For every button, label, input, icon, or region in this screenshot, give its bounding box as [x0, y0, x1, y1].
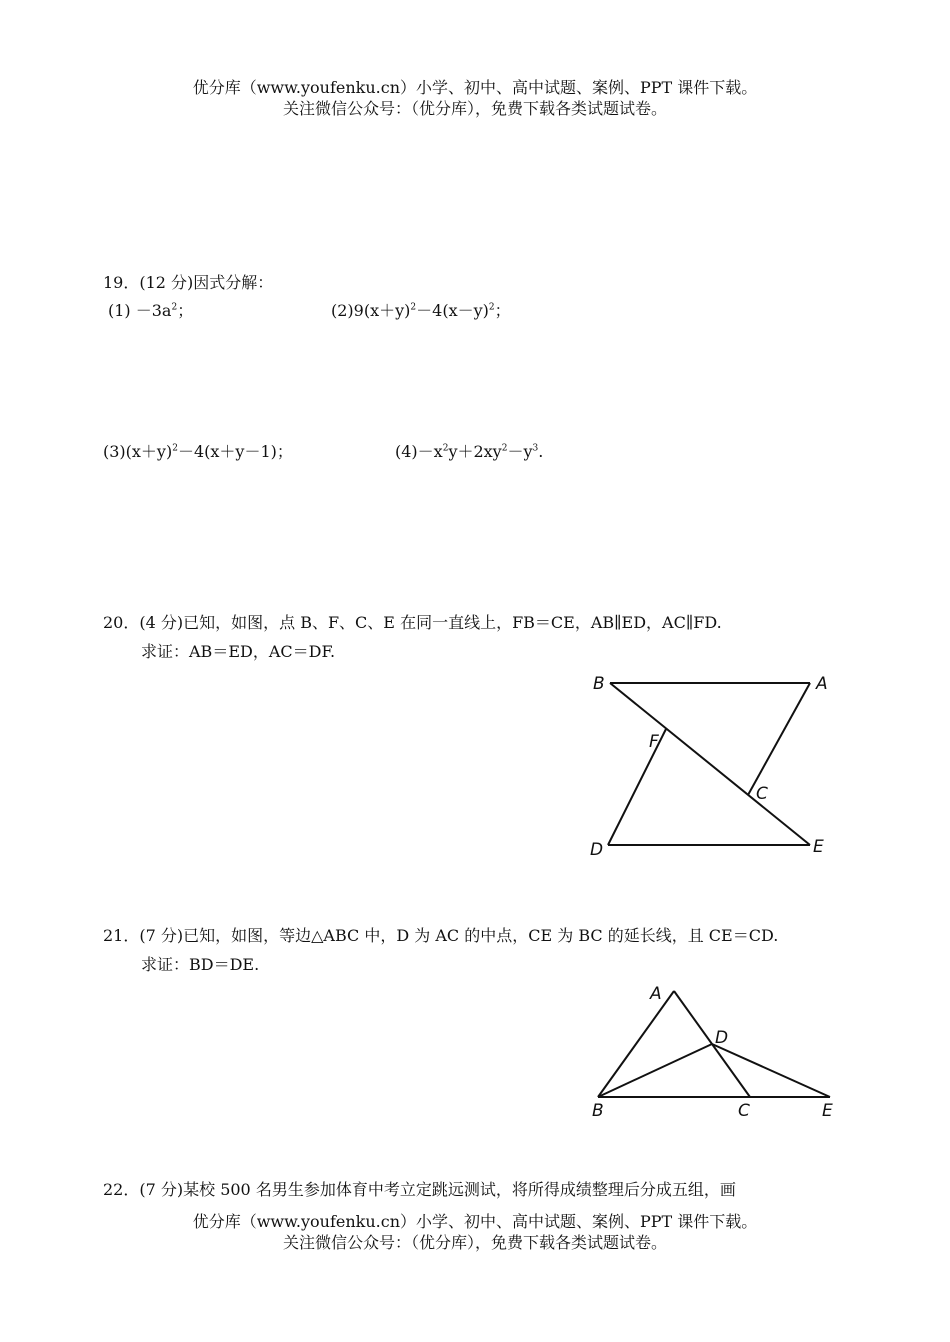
- segment-de: [712, 1044, 830, 1097]
- q19-p4-a: (4)－x: [395, 442, 443, 461]
- q19-p2-e2: 2: [488, 302, 495, 313]
- q21-text: 21．(7 分)已知，如图，等边△ABC 中，D 为 AC 的中点，CE 为 BC 的延长线，且 CE＝CD.: [103, 926, 779, 945]
- label-e: E: [822, 1101, 833, 1121]
- label-d: D: [590, 840, 604, 860]
- label-d: D: [715, 1028, 729, 1048]
- label-b: B: [593, 674, 605, 694]
- q19-p3-b: －4(x＋y－1)；: [177, 442, 293, 461]
- segment-be: [610, 683, 810, 845]
- q19-p4-c: －y: [507, 442, 533, 461]
- footer-line-2: 关注微信公众号：（优分库），免费下载各类试题试卷。: [282, 1233, 667, 1252]
- label-a: A: [650, 984, 662, 1004]
- header-line-1: 优分库（www.youfenku.cn）小学、初中、高中试题、案例、PPT 课件下载。: [192, 78, 758, 97]
- q19-p4-e2: 2: [501, 443, 508, 454]
- segment-ac: [748, 683, 810, 795]
- header-line-2: 关注微信公众号：（优分库），免费下载各类试题试卷。: [282, 99, 667, 118]
- q19-p3-e1: 2: [172, 443, 178, 454]
- label-c: C: [756, 784, 768, 804]
- q19-p1-exp: 2: [171, 302, 178, 313]
- label-a: A: [816, 674, 828, 694]
- q22-text: 22．(7 分)某校 500 名男生参加体育中考立定跳远测试，将所得成绩整理后分成五组，画: [103, 1180, 736, 1199]
- q19-p4-d: .: [538, 442, 544, 461]
- q21-figure: [580, 975, 850, 1125]
- q19-part-3: [103, 442, 293, 462]
- q19-part-4: [395, 442, 543, 462]
- q20-text: 20．(4 分)已知，如图，点 B、F、C、E 在同一直线上，FB＝CE，AB∥ED，AC∥FD.: [103, 613, 722, 632]
- q19-part-2: [331, 301, 511, 321]
- q19-p4-e3: 3: [532, 443, 539, 454]
- footer-line-1: 优分库（www.youfenku.cn）小学、初中、高中试题、案例、PPT 课件下载。: [192, 1212, 758, 1231]
- q19-p3-a: (3)(x＋y): [103, 442, 173, 461]
- segment-bd: [598, 1044, 712, 1097]
- label-b: B: [592, 1101, 604, 1121]
- q19-part-1: [108, 301, 193, 321]
- q19-p2-a: (2)9(x＋y): [331, 301, 411, 320]
- q20-figure: [580, 665, 850, 865]
- q21-prove: 求证：BD＝DE.: [141, 955, 260, 974]
- q19-p4-e1: 2: [442, 443, 449, 454]
- q20-prove: 求证：AB＝ED，AC＝DF.: [141, 642, 336, 661]
- label-e: E: [813, 837, 824, 857]
- segment-ab: [598, 991, 674, 1097]
- q19-p2-b: －4(x－y): [416, 301, 489, 320]
- q19-title: 19．(12 分)因式分解：: [103, 273, 274, 292]
- label-c: C: [738, 1101, 750, 1121]
- label-f: F: [649, 732, 659, 752]
- q19-p1-text: (1) －3a: [108, 301, 172, 320]
- q19-p4-b: y＋2xy: [448, 442, 502, 461]
- q19-p1-end: ；: [177, 301, 194, 320]
- q19-p2-e1: 2: [410, 302, 417, 313]
- q19-p2-c: ；: [494, 301, 511, 320]
